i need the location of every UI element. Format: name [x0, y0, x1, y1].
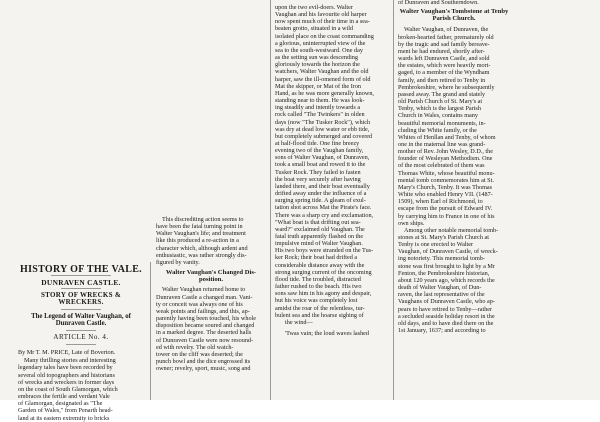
text-line: wards left Dunraven Castle, and sold — [398, 55, 490, 63]
text-line: of Dunraven and Southerndown. — [398, 0, 479, 6]
byline: By Mr T. M. PRICE, Late of Boverton. — [18, 349, 116, 357]
column-divider-2 — [270, 0, 271, 400]
text-line: Vaughan, of Dunraven Castle, of wreck- — [398, 248, 498, 256]
text-line: There was a sharp cry and exclamation, — [275, 211, 374, 219]
text-line: disposition became soured and changed — [156, 322, 255, 330]
subheading-cont: position. — [198, 276, 223, 284]
text-line: This discrediting action seems to — [162, 216, 244, 223]
text-line: legendary tales have been recorded by — [18, 364, 113, 372]
text-line: considerable distance away with the — [275, 261, 365, 269]
legend-line-2: Dunraven Castle. — [55, 319, 107, 327]
text-line: tower on the cliff was deserted; the — [156, 350, 243, 358]
text-line: like this produced a re-action in a — [156, 237, 239, 245]
text-line: Mary's Church, Tenby. It was Thomas — [398, 183, 493, 191]
text-line: amidst the roar of the relentless, tur- — [275, 304, 365, 312]
text-line: on the coast of South Glamorgan, which — [18, 385, 118, 393]
text-line: harper, saw the ill-omened form of old — [275, 75, 371, 83]
article-subtitle: DUNRAVEN CASTLE. — [41, 278, 121, 288]
text-line: Walter Vaughan, of Dunraven, the — [404, 26, 489, 34]
text-line: now spent much of their time in a sea- — [275, 18, 370, 26]
text-line: "What boat is that drifting out sea- — [275, 218, 361, 226]
text-line: ing steadily and intently towards a — [275, 104, 361, 112]
column-3 — [275, 4, 389, 337]
text-line: ed with revelry. The old watch- — [156, 343, 234, 351]
subheading-cont: Parish Church. — [432, 15, 476, 23]
text-line: stone was first brought to light by a Mr — [398, 262, 495, 270]
text-line: about 120 years ago, which records the — [398, 276, 495, 284]
text-line: by carrying him to France in one of his — [398, 212, 495, 220]
text-line: one in the maternal line was grand- — [398, 140, 486, 148]
text-line: ward?" exclaimed old Vaughan. The — [275, 225, 365, 233]
text-line: His two boys were stranded on the Tus- — [275, 247, 374, 255]
text-line: White who enabled Henry VII. (1487- — [398, 191, 493, 199]
text-line: 'Twas vain; the loud waves lashed — [285, 330, 370, 338]
text-line: standing near to them. He was look- — [275, 97, 365, 105]
text-line: 1509), when Earl of Richmond, to — [398, 198, 483, 206]
text-line: bulent sea and the hoarse sighing of — [275, 311, 364, 319]
text-line: drifted away under the influence of a — [275, 190, 367, 198]
text-line: Mat the skipper, or Mat of the Iron — [275, 82, 362, 90]
subheading: Walter Vaughan's Changed Dis- — [165, 269, 257, 277]
text-line: Garden of Wales," from Penarth head- — [18, 407, 113, 415]
text-line: in a marked degree. The deserted halls — [156, 329, 252, 337]
text-line: gloriously towards the horizon the — [275, 61, 360, 69]
text-line: took a small boat and rowed it to the — [275, 161, 366, 169]
column-2 — [156, 216, 266, 372]
text-line: father rushed to the beach. His two — [275, 283, 362, 291]
text-line: Church in Wales, contains many — [398, 112, 478, 120]
text-line: Vaughans of Dunraven Castle, who ap- — [398, 298, 495, 306]
text-line: stones at St. Mary's Parish Church at — [398, 234, 489, 241]
text-line: Tenby, which is the largest Parish — [398, 105, 481, 113]
text-line: but his voice was completely lost — [275, 297, 358, 305]
text-line: owner; revelry, sport, music, song and — [156, 365, 251, 373]
text-line: embraces the fertile and verdant Vale — [18, 393, 110, 401]
text-line: rock called "The Twinkers" in olden — [275, 111, 365, 119]
text-line: founder of Wesleyan Methodism. One — [398, 155, 493, 163]
text-line: broken-hearted father, prematurely old — [398, 33, 494, 41]
text-line: gaged, to a member of the Wyndham — [398, 69, 490, 77]
subheading: Walter Vaughan's Tombstone at Tenby — [399, 8, 509, 16]
text-line: of Dunraven Castle were now resound- — [156, 336, 254, 344]
text-line: ker Rock; their boat had drifted a — [275, 254, 358, 262]
section-heading: STORY OF WRECKS & WRECKERS. — [40, 291, 122, 307]
text-line: a secluded seaside holiday resort in the — [398, 312, 495, 320]
text-line: escape from the pursuit of Edward IV. — [398, 205, 493, 213]
text-line: evening two of the Vaughan family, — [275, 147, 364, 155]
text-line: at half-flood tide. One fine breezy — [275, 139, 360, 147]
text-line: raven, the last representative of the — [398, 291, 485, 299]
text-line: of the most celebrated of them was — [398, 162, 485, 170]
text-line: land at its eastern extremity to bricks — [18, 414, 110, 422]
text-line: death of Walter Vaughan, of Dun- — [398, 284, 482, 292]
text-line: figured by vanity. — [156, 258, 200, 266]
text-line: by the tragic and sad family bereave- — [398, 40, 490, 48]
text-line: sons of Walter Vaughan, of Dunraven, — [275, 154, 370, 162]
text-line: beaten grotto, situated in a wild — [275, 25, 354, 33]
legend-rule — [66, 330, 96, 331]
text-line: sons saw him in his agony and despair, — [275, 290, 372, 298]
text-line: sea to the south-westward. One day — [275, 46, 363, 54]
text-line: impulsive mind of Walter Vaughan. — [275, 240, 363, 248]
text-line: Hand, as he was more generally known, — [275, 89, 374, 97]
text-line: as the setting sun was descending — [275, 54, 358, 62]
column-divider-1 — [150, 262, 151, 400]
text-line: enthusiastic, was rather strongly dis- — [156, 251, 247, 259]
text-line: but completely submerged and covered — [275, 132, 373, 140]
text-line: Walter Vaughan's life; and treatment — [156, 230, 246, 238]
text-line: Tusker Rock. They failed to fasten — [275, 168, 361, 176]
text-line: days (now "The Tusker Rock"), which — [275, 118, 371, 126]
col1-body — [18, 357, 144, 421]
section-rule — [61, 309, 101, 310]
text-line: cluding the White family, or the — [398, 126, 477, 134]
text-line: landed there, and their boat eventually — [275, 182, 370, 190]
text-line: old Parish Church of St. Mary's at — [398, 98, 483, 106]
legend-line-1: The Legend of Walter Vaughan, of — [31, 312, 131, 320]
text-line: flood tide. The troubled, distracted — [275, 275, 361, 283]
text-line: beautiful memorial monuments, in- — [398, 119, 486, 127]
article-number: ARTICLE No. 4. — [53, 332, 109, 341]
text-line: surging spring tide. A gleam of exul- — [275, 197, 366, 205]
text-line: strong surging current of the oncoming — [275, 268, 372, 276]
text-line: of wrecks and wreckers in former days — [18, 378, 115, 386]
text-line: tation shot across Mat the Pirate's face. — [275, 204, 372, 212]
text-line: Fenton, the Pembrokeshire historian, — [398, 269, 490, 277]
text-line: the estates, which were heavily mort- — [398, 62, 491, 70]
text-line: Pembrokeshire, where he subsequently — [398, 83, 495, 91]
text-line: Vaughan and his favourite old harper — [275, 11, 367, 19]
text-line: Whites of Henllan and Tenby, of whom — [398, 133, 496, 141]
text-line: own ships. — [398, 219, 425, 227]
text-line: was dry at dead low water or ebb tide, — [275, 125, 370, 133]
text-line: the wind— — [285, 318, 313, 326]
text-line: several old topographers and historians — [18, 371, 115, 379]
text-line: ty or conceit was always one of his — [156, 300, 243, 308]
text-line: weak points and failings, and this, ap- — [156, 307, 250, 315]
text-line: a glorious, uninterrupted view of the — [275, 39, 366, 47]
title-rule — [51, 275, 111, 276]
text-line: upon the two evil-doers. Walter — [275, 4, 353, 11]
text-line: Walter Vaughan returned home to — [162, 286, 246, 294]
text-line: family, and then retired to Tenby in — [398, 76, 486, 84]
text-line: mental tomb commemorates him at St. — [398, 176, 494, 184]
text-line: pears to have retired to Tenby—rather — [398, 305, 493, 313]
text-line: have been the fatal turning point in — [156, 223, 243, 231]
column-1 — [18, 266, 144, 422]
text-line: watchers, Walter Vaughan and the old — [275, 68, 369, 76]
text-line: isolated place on the coast commanding — [275, 32, 374, 40]
column-4 — [398, 0, 510, 334]
text-line: Tenby is one erected to Walter — [398, 241, 474, 249]
text-line: Many thrilling stories and interesting — [24, 357, 116, 365]
text-line: character which, although ardent and — [156, 244, 248, 252]
text-line: passed away. The grand and stately — [398, 90, 486, 98]
text-line: old days, and to have died there on the — [398, 319, 494, 327]
text-line: mother of Rev. John Wesley, D.D., the — [398, 148, 493, 156]
article-rule — [66, 344, 96, 345]
text-line: Thomas White, whose beautiful monu- — [398, 169, 495, 177]
text-line: of Glamorgan, designated as "The — [18, 400, 103, 408]
column-divider-3 — [393, 0, 394, 400]
article-title: HISTORY OF THE VALE. — [20, 264, 142, 275]
subtitle-rule — [61, 288, 101, 289]
text-line: ment he had endured, shortly after- — [398, 47, 485, 55]
text-line: the boat very securely after having — [275, 175, 361, 183]
text-line: Among other notable memorial tomb- — [404, 226, 499, 234]
text-line: parently having been touched, his whole — [156, 315, 257, 323]
text-line: 1st January, 1637; and according to — [398, 327, 486, 335]
text-line: Dunraven Castle a changed man. Vani- — [156, 293, 253, 301]
text-line: ing notoriety. This memorial tomb- — [398, 255, 485, 263]
text-line: punch bowl and the dice engrossed its — [156, 357, 251, 365]
text-line: fatal truth apparently flashed on the — [275, 233, 364, 240]
